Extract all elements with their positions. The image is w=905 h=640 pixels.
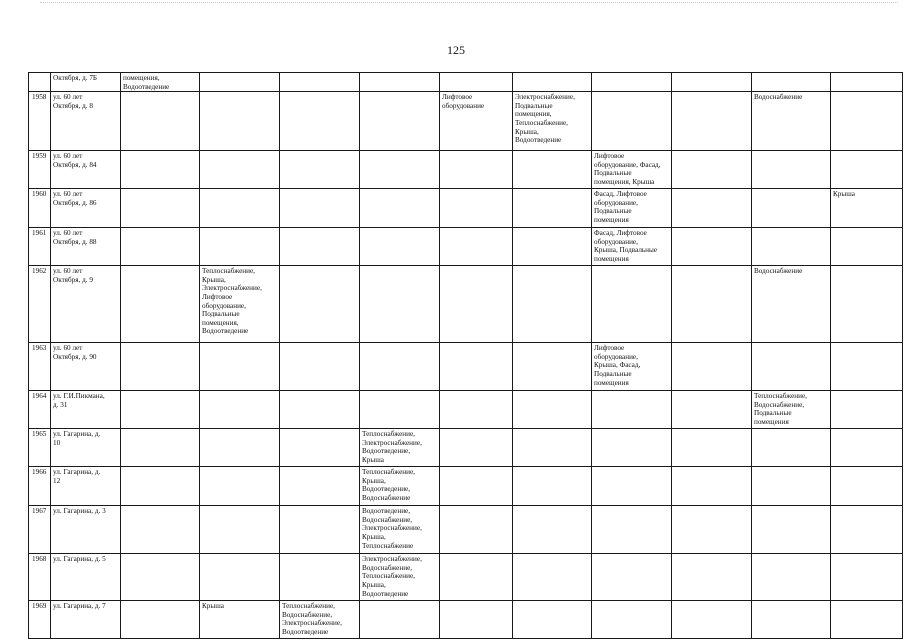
repair-works-cell — [440, 151, 513, 189]
repair-works-cell — [672, 151, 752, 189]
address-cell: ул. 60 лет Октября, д. 90 — [51, 343, 121, 391]
table-row-1963 — [29, 343, 903, 391]
repair-works-cell — [672, 228, 752, 266]
repair-works-cell — [672, 391, 752, 429]
repair-works-cell — [200, 391, 280, 429]
repair-works-cell — [513, 429, 592, 467]
repair-works-cell — [121, 429, 200, 467]
address-cell: ул. 60 лет Октября, д. 8 — [51, 92, 121, 151]
repair-works-cell — [121, 391, 200, 429]
repair-works-cell — [513, 506, 592, 554]
address-cell: ул. Гагарина, д. 10 — [51, 429, 121, 467]
repair-works-cell — [672, 429, 752, 467]
repair-works-cell — [200, 506, 280, 554]
repair-works-cell — [672, 92, 752, 151]
repair-works-cell — [440, 554, 513, 601]
repair-works-cell — [360, 343, 440, 391]
repair-works-cell — [121, 343, 200, 391]
repair-works-cell — [752, 228, 831, 266]
repair-works-cell — [280, 189, 360, 228]
repair-works-cell — [831, 554, 903, 601]
repair-works-cell — [280, 151, 360, 189]
repair-works-cell — [672, 601, 752, 639]
repair-works-cell — [672, 554, 752, 601]
repair-works-cell — [280, 73, 360, 92]
row-number: 1967 — [29, 506, 51, 554]
repair-works-cell — [831, 92, 903, 151]
repair-works-cell — [592, 266, 672, 343]
repair-works-cell — [672, 467, 752, 506]
repair-works-cell — [200, 151, 280, 189]
repair-works-cell — [672, 343, 752, 391]
repair-works-cell — [513, 151, 592, 189]
repair-works-cell — [831, 343, 903, 391]
repair-works-cell — [440, 228, 513, 266]
table-row-1961 — [29, 228, 903, 266]
row-number: 1969 — [29, 601, 51, 639]
repair-works-cell — [121, 467, 200, 506]
repair-works-cell — [831, 506, 903, 554]
repair-schedule-table — [28, 72, 903, 639]
repair-works-cell — [280, 467, 360, 506]
address-cell: ул. 60 лет Октября, д. 86 — [51, 189, 121, 228]
repair-works-cell — [592, 554, 672, 601]
repair-works-cell — [672, 73, 752, 92]
repair-works-cell — [831, 151, 903, 189]
row-number: 1958 — [29, 92, 51, 151]
address-cell: ул. Гагарина, д. 12 — [51, 467, 121, 506]
repair-works-cell — [280, 554, 360, 601]
row-number: 1965 — [29, 429, 51, 467]
repair-works-cell — [360, 151, 440, 189]
repair-works-cell — [360, 266, 440, 343]
repair-works-cell — [513, 73, 592, 92]
repair-works-cell — [752, 189, 831, 228]
repair-works-cell: Теплоснабжение, Водоснабжение, Подвальные помещения — [752, 391, 831, 429]
row-number: 1961 — [29, 228, 51, 266]
address-cell: ул. 60 лет Октября, д. 9 — [51, 266, 121, 343]
repair-works-cell — [513, 601, 592, 639]
repair-works-cell — [513, 554, 592, 601]
repair-works-cell — [440, 506, 513, 554]
repair-works-cell — [592, 73, 672, 92]
table-row-1968 — [29, 554, 903, 601]
repair-works-cell — [672, 189, 752, 228]
repair-works-cell — [121, 228, 200, 266]
repair-works-cell — [440, 429, 513, 467]
repair-works-cell — [592, 429, 672, 467]
repair-works-cell — [121, 601, 200, 639]
repair-works-cell — [200, 554, 280, 601]
table-row-1964 — [29, 391, 903, 429]
repair-works-cell — [440, 73, 513, 92]
row-number: 1968 — [29, 554, 51, 601]
repair-works-cell — [831, 601, 903, 639]
repair-works-cell — [200, 189, 280, 228]
repair-works-cell — [200, 429, 280, 467]
address-cell: Октября, д. 7Б — [51, 73, 121, 92]
repair-works-cell — [200, 228, 280, 266]
repair-works-cell — [280, 391, 360, 429]
repair-works-cell: Водоснабжение — [752, 92, 831, 151]
repair-works-cell: Теплоснабжение, Электроснабжение, Водоотведение, Крыша — [360, 429, 440, 467]
repair-works-cell — [121, 92, 200, 151]
address-cell: ул. 60 лет Октября, д. 88 — [51, 228, 121, 266]
repair-works-cell: Водоснабжение — [752, 266, 831, 343]
repair-works-cell — [121, 266, 200, 343]
scan-artifact — [40, 2, 898, 3]
repair-works-cell — [440, 391, 513, 429]
address-cell: ул. 60 лет Октября, д. 84 — [51, 151, 121, 189]
repair-works-cell — [200, 467, 280, 506]
repair-works-cell: Крыша — [200, 601, 280, 639]
repair-works-cell — [752, 601, 831, 639]
repair-works-cell — [360, 228, 440, 266]
repair-works-cell — [121, 189, 200, 228]
repair-works-cell — [513, 266, 592, 343]
repair-works-cell — [280, 343, 360, 391]
repair-works-cell — [752, 429, 831, 467]
repair-works-cell — [280, 228, 360, 266]
repair-works-cell — [752, 467, 831, 506]
repair-works-cell — [280, 266, 360, 343]
repair-works-cell — [831, 429, 903, 467]
repair-works-cell — [752, 554, 831, 601]
address-cell: ул. Гагарина, д. 3 — [51, 506, 121, 554]
repair-works-cell — [513, 391, 592, 429]
repair-works-cell: Теплоснабжение, Крыша, Электроснабжение, Лифтовое оборудование, Подвальные помещения, Водоотведение — [200, 266, 280, 343]
repair-works-cell — [360, 73, 440, 92]
repair-works-cell — [752, 73, 831, 92]
repair-works-cell: помещения, Водоотведение — [121, 73, 200, 92]
row-number — [29, 73, 51, 92]
repair-works-cell — [440, 467, 513, 506]
table-row-1958 — [29, 92, 903, 151]
repair-works-cell: Фасад, Лифтовое оборудование, Подвальные помещения — [592, 189, 672, 228]
repair-works-cell — [592, 391, 672, 429]
repair-works-cell: Фасад, Лифтовое оборудование, Крыша, Подвальные помещения — [592, 228, 672, 266]
repair-works-cell — [200, 73, 280, 92]
table-row-1959 — [29, 151, 903, 189]
repair-works-cell — [513, 228, 592, 266]
address-cell: ул. Г.И.Пикмана, д. 31 — [51, 391, 121, 429]
address-cell: ул. Гагарина, д. 5 — [51, 554, 121, 601]
repair-works-cell — [121, 506, 200, 554]
repair-works-cell — [440, 601, 513, 639]
table-row-1966 — [29, 467, 903, 506]
row-number: 1963 — [29, 343, 51, 391]
repair-works-cell: Крыша — [831, 189, 903, 228]
row-number: 1962 — [29, 266, 51, 343]
repair-works-cell — [513, 467, 592, 506]
repair-works-cell — [752, 506, 831, 554]
repair-works-cell — [280, 429, 360, 467]
repair-works-cell: Лифтовое оборудование, Крыша, Фасад, Подвальные помещения — [592, 343, 672, 391]
repair-works-cell — [831, 73, 903, 92]
repair-works-cell — [280, 92, 360, 151]
page-number: 125 — [447, 43, 465, 57]
repair-works-cell: Теплоснабжение, Водоснабжение, Электроснабжение, Водоотведение — [280, 601, 360, 639]
repair-works-cell: Электроснабжение, Подвальные помещения, Теплоснабжение, Крыша, Водоотведение — [513, 92, 592, 151]
repair-works-cell: Электроснабжение, Водоснабжение, Теплоснабжение, Крыша, Водоотведение — [360, 554, 440, 601]
row-number: 1959 — [29, 151, 51, 189]
repair-works-cell — [831, 467, 903, 506]
repair-works-cell — [360, 92, 440, 151]
repair-works-cell — [440, 266, 513, 343]
repair-works-cell — [121, 151, 200, 189]
row-number: 1966 — [29, 467, 51, 506]
repair-works-cell — [752, 151, 831, 189]
repair-works-cell: Лифтовое оборудование, Фасад, Подвальные помещения, Крыша — [592, 151, 672, 189]
repair-works-cell — [440, 189, 513, 228]
repair-works-cell — [592, 92, 672, 151]
repair-works-cell: Теплоснабжение, Крыша, Водоотведение, Водоснабжение — [360, 467, 440, 506]
table-row-1969 — [29, 601, 903, 639]
repair-works-cell — [200, 343, 280, 391]
repair-works-cell: Лифтовое оборудование — [440, 92, 513, 151]
repair-works-cell: Водоотведение, Водоснабжение, Электроснабжение, Крыша, Теплоснабжение — [360, 506, 440, 554]
repair-works-cell — [360, 601, 440, 639]
repair-works-cell — [360, 391, 440, 429]
repair-works-cell — [440, 343, 513, 391]
repair-works-cell — [121, 554, 200, 601]
table-row-1967 — [29, 506, 903, 554]
row-number: 1960 — [29, 189, 51, 228]
repair-works-cell — [831, 228, 903, 266]
repair-works-cell — [513, 343, 592, 391]
table-row-1965 — [29, 429, 903, 467]
row-number: 1964 — [29, 391, 51, 429]
repair-works-cell — [831, 266, 903, 343]
repair-works-cell — [592, 601, 672, 639]
repair-works-cell — [752, 343, 831, 391]
repair-works-cell — [200, 92, 280, 151]
repair-works-cell — [592, 506, 672, 554]
repair-works-cell — [831, 391, 903, 429]
table-body — [29, 73, 903, 639]
repair-works-cell — [672, 506, 752, 554]
repair-works-cell — [513, 189, 592, 228]
repair-works-cell — [592, 467, 672, 506]
address-cell: ул. Гагарина, д. 7 — [51, 601, 121, 639]
repair-works-cell — [280, 506, 360, 554]
table-row-1960 — [29, 189, 903, 228]
table-row-1962 — [29, 266, 903, 343]
table-row-continued — [29, 73, 903, 92]
repair-works-cell — [360, 189, 440, 228]
repair-works-cell — [672, 266, 752, 343]
